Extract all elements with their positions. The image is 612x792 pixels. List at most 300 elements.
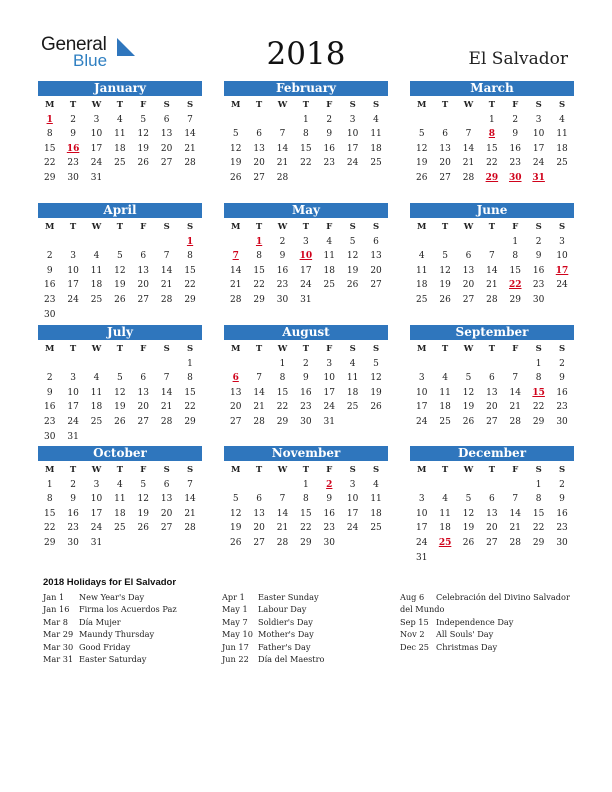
day-cell: 2 bbox=[46, 251, 53, 262]
day-cell: 3 bbox=[418, 494, 425, 505]
day-cell: 18 bbox=[439, 402, 451, 413]
day-cell: 23 bbox=[323, 158, 335, 169]
holiday-name: Easter Saturday bbox=[79, 653, 147, 664]
day-cell: 21 bbox=[160, 280, 173, 291]
day-cell: 23 bbox=[300, 402, 312, 413]
day-cell: 22 bbox=[532, 402, 545, 413]
day-cell: 14 bbox=[229, 265, 242, 276]
month-header: December bbox=[410, 446, 574, 461]
day-cell: 8 bbox=[303, 494, 309, 505]
weekday-label: M bbox=[230, 222, 241, 232]
day-cell: 12 bbox=[229, 508, 242, 519]
day-cell: 8 bbox=[535, 373, 542, 384]
day-cell: 22 bbox=[184, 280, 196, 291]
empty-cell bbox=[271, 113, 294, 128]
brand-blue-text: Blue bbox=[73, 51, 108, 70]
day-cell: 5 bbox=[140, 479, 147, 490]
empty-cell bbox=[410, 235, 433, 250]
month-april bbox=[38, 203, 202, 322]
month-february bbox=[224, 81, 388, 186]
day-cell: 10 bbox=[346, 129, 359, 140]
day-cell: 6 bbox=[163, 114, 170, 125]
weekday-label: F bbox=[140, 100, 147, 110]
day-cell: 11 bbox=[439, 387, 451, 398]
day-cell: 7 bbox=[163, 373, 170, 384]
day-grid bbox=[38, 98, 202, 186]
day-cell: 20 bbox=[370, 265, 382, 276]
holiday-name: Independence Day bbox=[436, 616, 514, 627]
day-cell: 1 bbox=[303, 479, 309, 490]
holiday-day: 29 bbox=[485, 172, 499, 183]
day-cell: 31 bbox=[90, 172, 103, 183]
weekday-label: S bbox=[372, 100, 380, 110]
month-header: August bbox=[224, 325, 388, 340]
empty-cell bbox=[410, 357, 433, 372]
day-cell: 22 bbox=[486, 158, 498, 169]
weekday-label: W bbox=[91, 344, 102, 354]
holiday-entry bbox=[222, 628, 324, 640]
day-cell: 11 bbox=[114, 494, 126, 505]
holiday-name: Día Mujer bbox=[79, 616, 121, 627]
day-cell: 1 bbox=[187, 358, 193, 369]
day-cell: 2 bbox=[326, 114, 333, 125]
month-september bbox=[410, 325, 574, 430]
month-header: February bbox=[224, 81, 388, 96]
day-cell: 19 bbox=[415, 158, 428, 169]
day-cell: 14 bbox=[184, 129, 196, 140]
holiday-date: Dec 25 bbox=[400, 641, 430, 652]
day-cell: 9 bbox=[326, 494, 333, 505]
day-cell: 5 bbox=[442, 251, 448, 262]
holiday-date: May 1 bbox=[222, 604, 248, 615]
day-cell: 6 bbox=[256, 494, 262, 505]
day-cell: 5 bbox=[232, 129, 239, 140]
day-cell: 6 bbox=[489, 494, 495, 505]
weekday-label: T bbox=[255, 222, 263, 232]
day-cell: 7 bbox=[187, 114, 193, 125]
day-cell: 31 bbox=[300, 294, 312, 305]
day-cell: 5 bbox=[140, 114, 147, 125]
holiday-date: Apr 1 bbox=[222, 592, 245, 602]
day-cell: 4 bbox=[349, 358, 356, 369]
holiday-name: Día del Maestro bbox=[258, 653, 325, 664]
day-cell: 20 bbox=[160, 508, 173, 519]
day-cell: 28 bbox=[184, 158, 196, 169]
day-cell: 21 bbox=[462, 158, 475, 169]
day-cell: 9 bbox=[70, 494, 76, 505]
day-cell: 25 bbox=[90, 294, 103, 305]
day-cell: 18 bbox=[114, 508, 126, 519]
day-cell: 17 bbox=[323, 387, 335, 398]
day-cell: 3 bbox=[70, 251, 76, 262]
day-cell: 27 bbox=[486, 537, 498, 548]
holiday-day: 1 bbox=[186, 236, 194, 247]
weekday-label: T bbox=[69, 100, 77, 110]
day-cell: 7 bbox=[465, 129, 472, 140]
empty-cell bbox=[480, 357, 503, 372]
day-cell: 17 bbox=[300, 265, 312, 276]
day-cell: 25 bbox=[90, 416, 103, 427]
month-june bbox=[410, 203, 574, 308]
day-cell: 21 bbox=[184, 143, 196, 154]
day-cell: 16 bbox=[67, 508, 79, 519]
weekday-label: T bbox=[441, 222, 449, 232]
day-cell: 28 bbox=[160, 294, 173, 305]
day-cell: 17 bbox=[67, 402, 79, 413]
weekday-label: M bbox=[44, 222, 55, 232]
day-cell: 10 bbox=[323, 373, 335, 384]
day-cell: 19 bbox=[137, 143, 149, 154]
empty-cell bbox=[433, 357, 456, 372]
day-cell: 21 bbox=[276, 523, 289, 534]
day-cell: 3 bbox=[70, 373, 76, 384]
day-cell: 27 bbox=[486, 416, 498, 427]
day-cell: 13 bbox=[486, 387, 498, 398]
day-cell: 17 bbox=[346, 143, 359, 154]
weekday-label: S bbox=[349, 100, 356, 110]
weekday-label: F bbox=[326, 465, 333, 475]
holiday-name: New Year's Day bbox=[79, 592, 145, 602]
weekday-label: T bbox=[255, 100, 263, 110]
day-cell: 26 bbox=[346, 280, 359, 291]
day-cell: 11 bbox=[90, 265, 103, 276]
day-cell: 4 bbox=[559, 114, 565, 125]
day-cell: 4 bbox=[117, 114, 123, 125]
month-header: May bbox=[224, 203, 388, 218]
day-cell: 7 bbox=[163, 251, 170, 262]
holiday-day: 8 bbox=[488, 129, 495, 140]
day-cell: 26 bbox=[462, 416, 475, 427]
empty-cell bbox=[457, 478, 480, 493]
day-cell: 9 bbox=[70, 129, 76, 140]
day-cell: 17 bbox=[346, 508, 359, 519]
empty-cell bbox=[132, 235, 155, 250]
day-cell: 30 bbox=[323, 537, 335, 548]
day-cell: 29 bbox=[509, 294, 521, 305]
day-cell: 20 bbox=[486, 402, 498, 413]
weekday-label: T bbox=[69, 465, 77, 475]
weekday-label: M bbox=[44, 465, 55, 475]
day-cell: 24 bbox=[346, 158, 359, 169]
weekday-label: F bbox=[140, 344, 147, 354]
day-cell: 31 bbox=[90, 537, 103, 548]
weekday-label: S bbox=[163, 222, 170, 232]
day-cell: 9 bbox=[279, 251, 286, 262]
day-cell: 15 bbox=[300, 143, 312, 154]
day-cell: 29 bbox=[532, 537, 545, 548]
day-cell: 7 bbox=[489, 251, 495, 262]
weekday-label: S bbox=[558, 465, 566, 475]
day-cell: 14 bbox=[276, 143, 289, 154]
weekday-label: F bbox=[140, 222, 147, 232]
empty-cell bbox=[433, 113, 456, 128]
month-march bbox=[410, 81, 574, 186]
day-cell: 9 bbox=[46, 387, 53, 398]
day-cell: 10 bbox=[556, 251, 568, 262]
holiday-day: 15 bbox=[532, 387, 545, 398]
holiday-date: Jan 1 bbox=[43, 592, 65, 602]
day-cell: 30 bbox=[67, 172, 79, 183]
day-cell: 11 bbox=[90, 387, 103, 398]
holiday-day: 7 bbox=[232, 251, 239, 262]
weekday-label: S bbox=[372, 222, 380, 232]
empty-cell bbox=[247, 357, 270, 372]
day-cell: 14 bbox=[486, 265, 498, 276]
day-cell: 26 bbox=[114, 416, 126, 427]
day-cell: 5 bbox=[117, 373, 123, 384]
day-cell: 18 bbox=[90, 280, 103, 291]
day-cell: 9 bbox=[326, 129, 333, 140]
day-cell: 8 bbox=[46, 494, 53, 505]
day-cell: 15 bbox=[509, 265, 521, 276]
day-cell: 28 bbox=[253, 416, 265, 427]
day-cell: 5 bbox=[232, 494, 239, 505]
weekday-label: T bbox=[69, 222, 77, 232]
month-header: October bbox=[38, 446, 202, 461]
weekday-label: W bbox=[463, 344, 474, 354]
day-cell: 28 bbox=[276, 537, 289, 548]
day-cell: 6 bbox=[140, 373, 147, 384]
day-cell: 25 bbox=[114, 523, 126, 534]
day-cell: 16 bbox=[532, 265, 545, 276]
weekday-label: T bbox=[116, 465, 124, 475]
empty-cell bbox=[224, 113, 247, 128]
day-cell: 16 bbox=[276, 265, 289, 276]
day-cell: 23 bbox=[532, 280, 545, 291]
day-cell: 3 bbox=[349, 114, 356, 125]
holiday-entry bbox=[222, 653, 324, 665]
day-cell: 3 bbox=[535, 114, 542, 125]
holiday-name: Soldier's Day bbox=[258, 616, 313, 627]
empty-cell bbox=[271, 478, 294, 493]
day-cell: 11 bbox=[415, 265, 428, 276]
holiday-name: Labour Day bbox=[258, 604, 307, 615]
day-cell: 28 bbox=[276, 172, 289, 183]
month-november bbox=[224, 446, 388, 551]
weekday-label: S bbox=[163, 344, 170, 354]
day-cell: 7 bbox=[279, 129, 286, 140]
day-cell: 24 bbox=[415, 416, 428, 427]
month-header: July bbox=[38, 325, 202, 340]
holiday-date: Nov 2 bbox=[400, 629, 425, 640]
day-cell: 12 bbox=[462, 508, 475, 519]
day-cell: 16 bbox=[43, 280, 56, 291]
day-cell: 26 bbox=[137, 523, 149, 534]
day-cell: 5 bbox=[465, 494, 472, 505]
day-cell: 11 bbox=[323, 251, 335, 262]
day-cell: 20 bbox=[229, 402, 242, 413]
day-cell: 5 bbox=[373, 358, 379, 369]
holiday-day: 22 bbox=[508, 280, 522, 291]
day-cell: 18 bbox=[90, 402, 103, 413]
day-grid bbox=[224, 342, 388, 430]
day-cell: 4 bbox=[117, 479, 123, 490]
empty-cell bbox=[433, 235, 456, 250]
weekday-label: T bbox=[488, 100, 496, 110]
day-cell: 25 bbox=[370, 158, 382, 169]
holiday-day: 16 bbox=[66, 143, 80, 154]
holiday-day: 30 bbox=[508, 172, 522, 183]
day-cell: 31 bbox=[323, 416, 335, 427]
day-cell: 7 bbox=[512, 373, 519, 384]
day-cell: 14 bbox=[509, 508, 521, 519]
weekday-label: T bbox=[255, 465, 263, 475]
day-cell: 12 bbox=[370, 373, 382, 384]
holiday-name: Celebración del Divino Salvador bbox=[436, 592, 570, 602]
day-cell: 6 bbox=[373, 236, 379, 247]
empty-cell bbox=[247, 478, 270, 493]
day-grid bbox=[224, 463, 388, 551]
day-cell: 11 bbox=[370, 129, 382, 140]
weekday-label: S bbox=[558, 222, 566, 232]
day-cell: 3 bbox=[326, 358, 333, 369]
day-cell: 9 bbox=[303, 373, 309, 384]
day-cell: 21 bbox=[509, 523, 521, 534]
country-name: El Salvador bbox=[468, 49, 568, 69]
holiday-entry bbox=[43, 603, 177, 615]
empty-cell bbox=[61, 357, 84, 372]
holiday-entry bbox=[43, 628, 177, 640]
day-cell: 15 bbox=[43, 508, 56, 519]
holiday-date: Mar 29 bbox=[43, 629, 74, 640]
day-cell: 15 bbox=[43, 143, 56, 154]
holiday-entry bbox=[43, 641, 177, 653]
day-cell: 6 bbox=[442, 129, 448, 140]
day-cell: 2 bbox=[70, 114, 76, 125]
weekday-label: T bbox=[441, 100, 449, 110]
empty-cell bbox=[224, 235, 247, 250]
day-cell: 11 bbox=[346, 373, 359, 384]
holiday-day: 1 bbox=[46, 114, 53, 125]
weekday-label: S bbox=[558, 344, 566, 354]
holiday-date: Mar 8 bbox=[43, 616, 68, 627]
month-may bbox=[224, 203, 388, 308]
day-cell: 26 bbox=[114, 294, 126, 305]
day-cell: 16 bbox=[43, 402, 56, 413]
day-cell: 13 bbox=[253, 508, 265, 519]
day-cell: 14 bbox=[462, 143, 475, 154]
day-cell: 29 bbox=[43, 172, 56, 183]
holiday-entry bbox=[43, 653, 177, 665]
day-cell: 8 bbox=[187, 251, 193, 262]
day-grid bbox=[410, 463, 574, 565]
day-cell: 5 bbox=[349, 236, 356, 247]
day-cell: 30 bbox=[67, 537, 79, 548]
holiday-entry bbox=[222, 591, 324, 603]
day-cell: 27 bbox=[370, 280, 382, 291]
holiday-entry bbox=[400, 628, 570, 640]
weekday-label: F bbox=[512, 222, 519, 232]
day-cell: 1 bbox=[535, 358, 542, 369]
day-cell: 25 bbox=[114, 158, 126, 169]
day-cell: 24 bbox=[67, 416, 79, 427]
day-cell: 10 bbox=[67, 387, 79, 398]
day-cell: 29 bbox=[43, 537, 56, 548]
day-cell: 28 bbox=[486, 294, 498, 305]
day-cell: 30 bbox=[532, 294, 545, 305]
holiday-entry bbox=[400, 641, 570, 653]
day-cell: 23 bbox=[276, 280, 289, 291]
day-cell: 13 bbox=[160, 129, 173, 140]
holiday-date: Sep 15 bbox=[400, 616, 429, 627]
day-cell: 8 bbox=[256, 251, 262, 262]
day-cell: 13 bbox=[370, 251, 382, 262]
day-cell: 13 bbox=[229, 387, 242, 398]
weekday-label: S bbox=[163, 465, 170, 475]
day-cell: 22 bbox=[276, 402, 289, 413]
day-cell: 13 bbox=[486, 508, 498, 519]
empty-cell bbox=[108, 357, 131, 372]
weekday-label: W bbox=[463, 465, 474, 475]
day-cell: 10 bbox=[90, 494, 103, 505]
empty-cell bbox=[85, 357, 108, 372]
day-cell: 17 bbox=[90, 143, 103, 154]
weekday-label: F bbox=[326, 344, 333, 354]
day-cell: 18 bbox=[370, 143, 382, 154]
day-cell: 28 bbox=[462, 172, 475, 183]
day-cell: 4 bbox=[373, 114, 379, 125]
day-cell: 17 bbox=[90, 508, 103, 519]
weekday-label: W bbox=[91, 465, 102, 475]
day-cell: 9 bbox=[46, 265, 53, 276]
day-cell: 29 bbox=[184, 416, 196, 427]
day-cell: 4 bbox=[93, 373, 100, 384]
weekday-label: M bbox=[416, 222, 427, 232]
day-cell: 13 bbox=[160, 494, 173, 505]
day-cell: 24 bbox=[556, 280, 568, 291]
day-cell: 30 bbox=[300, 416, 312, 427]
day-cell: 22 bbox=[300, 523, 312, 534]
holidays-title: 2018 Holidays for El Salvador bbox=[43, 577, 177, 588]
day-cell: 21 bbox=[253, 402, 265, 413]
day-cell: 28 bbox=[509, 537, 521, 548]
holiday-day: 17 bbox=[555, 265, 569, 276]
empty-cell bbox=[504, 478, 527, 493]
holiday-entry bbox=[222, 603, 324, 615]
day-cell: 29 bbox=[300, 537, 312, 548]
weekday-label: W bbox=[91, 100, 102, 110]
day-cell: 26 bbox=[370, 402, 382, 413]
day-cell: 3 bbox=[418, 373, 425, 384]
empty-cell bbox=[457, 113, 480, 128]
holiday-name: Mother's Day bbox=[258, 629, 314, 640]
day-cell: 27 bbox=[462, 294, 475, 305]
weekday-label: T bbox=[488, 344, 496, 354]
month-header: April bbox=[38, 203, 202, 218]
day-cell: 22 bbox=[253, 280, 265, 291]
day-cell: 9 bbox=[559, 494, 565, 505]
holiday-day: 25 bbox=[438, 537, 452, 548]
month-header: January bbox=[38, 81, 202, 96]
empty-cell bbox=[457, 357, 480, 372]
day-cell: 2 bbox=[279, 236, 286, 247]
day-cell: 25 bbox=[556, 158, 568, 169]
day-cell: 8 bbox=[512, 251, 519, 262]
day-grid bbox=[410, 342, 574, 430]
day-cell: 13 bbox=[462, 265, 475, 276]
holiday-column-1 bbox=[43, 591, 177, 665]
brand-general-text: General bbox=[41, 34, 107, 55]
weekday-label: F bbox=[512, 465, 519, 475]
day-cell: 11 bbox=[114, 129, 126, 140]
day-cell: 27 bbox=[160, 158, 173, 169]
weekday-label: S bbox=[349, 222, 356, 232]
day-cell: 28 bbox=[160, 416, 173, 427]
weekday-label: T bbox=[116, 100, 124, 110]
day-cell: 15 bbox=[276, 387, 289, 398]
day-cell: 25 bbox=[346, 402, 359, 413]
weekday-label: T bbox=[488, 465, 496, 475]
